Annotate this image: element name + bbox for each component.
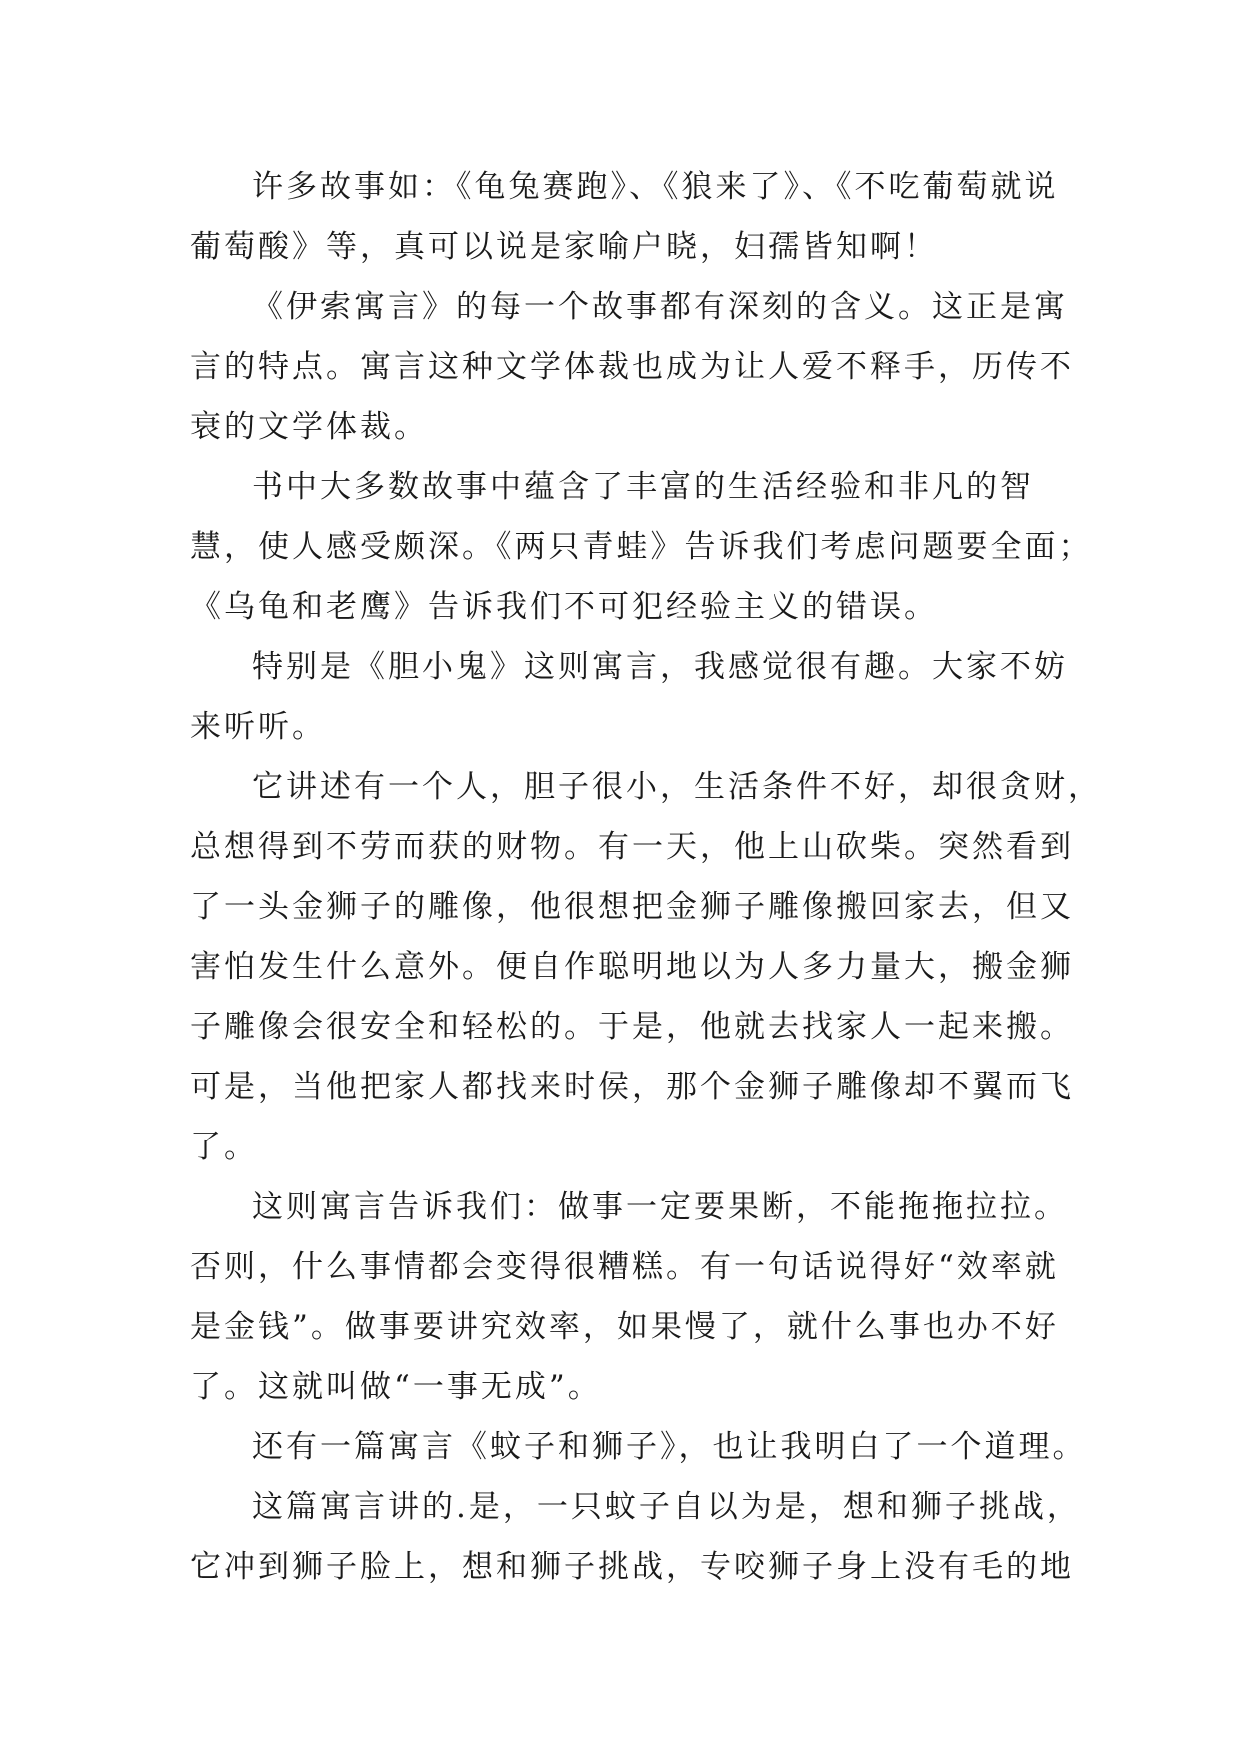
text-line: 否则，什么事情都会变得很糟糕。有一句话说得好“效率就 (190, 1249, 1059, 1285)
text-line: 葡萄酸》等，真可以说是家喻户晓，妇孺皆知啊！ (190, 229, 938, 265)
document-body (190, 157, 1102, 1597)
text-line: 言的特点。寓言这种文学体裁也成为让人爱不释手，历传不 (190, 349, 1074, 385)
text-line: 害怕发生什么意外。便自作聪明地以为人多力量大，搬金狮 (190, 949, 1074, 985)
text-line: 这则寓言告诉我们：做事一定要果断，不能拖拖拉拉。 (252, 1189, 1068, 1225)
text-line: 了。 (190, 1129, 258, 1165)
text-line: 可是，当他把家人都找来时侯，那个金狮子雕像却不翼而飞 (190, 1069, 1074, 1105)
text-line: 了一头金狮子的雕像，他很想把金狮子雕像搬回家去，但又 (190, 889, 1074, 925)
text-line: 总想得到不劳而获的财物。有一天，他上山砍柴。突然看到 (190, 829, 1074, 865)
text-line: 《伊索寓言》的每一个故事都有深刻的含义。这正是寓 (252, 289, 1068, 325)
text-line: 许多故事如：《龟兔赛跑》、《狼来了》、《不吃葡萄就说 (252, 169, 1059, 205)
text-line: 它讲述有一个人，胆子很小，生活条件不好，却很贪财， (252, 769, 1102, 805)
text-line: 来听听。 (190, 709, 326, 745)
text-line: 这篇寓言讲的.是，一只蚊子自以为是，想和狮子挑战， (252, 1489, 1081, 1525)
text-line: 还有一篇寓言《蚊子和狮子》，也让我明白了一个道理。 (252, 1429, 1087, 1465)
text-line: 衰的文学体裁。 (190, 409, 428, 445)
text-line: 《乌龟和老鹰》告诉我们不可犯经验主义的错误。 (190, 589, 938, 625)
text-line: 书中大多数故事中蕴含了丰富的生活经验和非凡的智 (252, 469, 1034, 505)
text-line: 是金钱”。做事要讲究效率，如果慢了，就什么事也办不好 (190, 1309, 1059, 1345)
text-line: 了。这就叫做“一事无成”。 (190, 1369, 602, 1405)
text-line: 慧，使人感受颇深。《两只青蛙》告诉我们考虑问题要全面； (190, 529, 1093, 565)
text-line: 特别是《胆小鬼》这则寓言，我感觉很有趣。大家不妨 (252, 649, 1068, 685)
text-line: 它冲到狮子脸上，想和狮子挑战，专咬狮子身上没有毛的地 (190, 1549, 1074, 1585)
text-line: 子雕像会很安全和轻松的。于是，他就去找家人一起来搬。 (190, 1009, 1074, 1045)
